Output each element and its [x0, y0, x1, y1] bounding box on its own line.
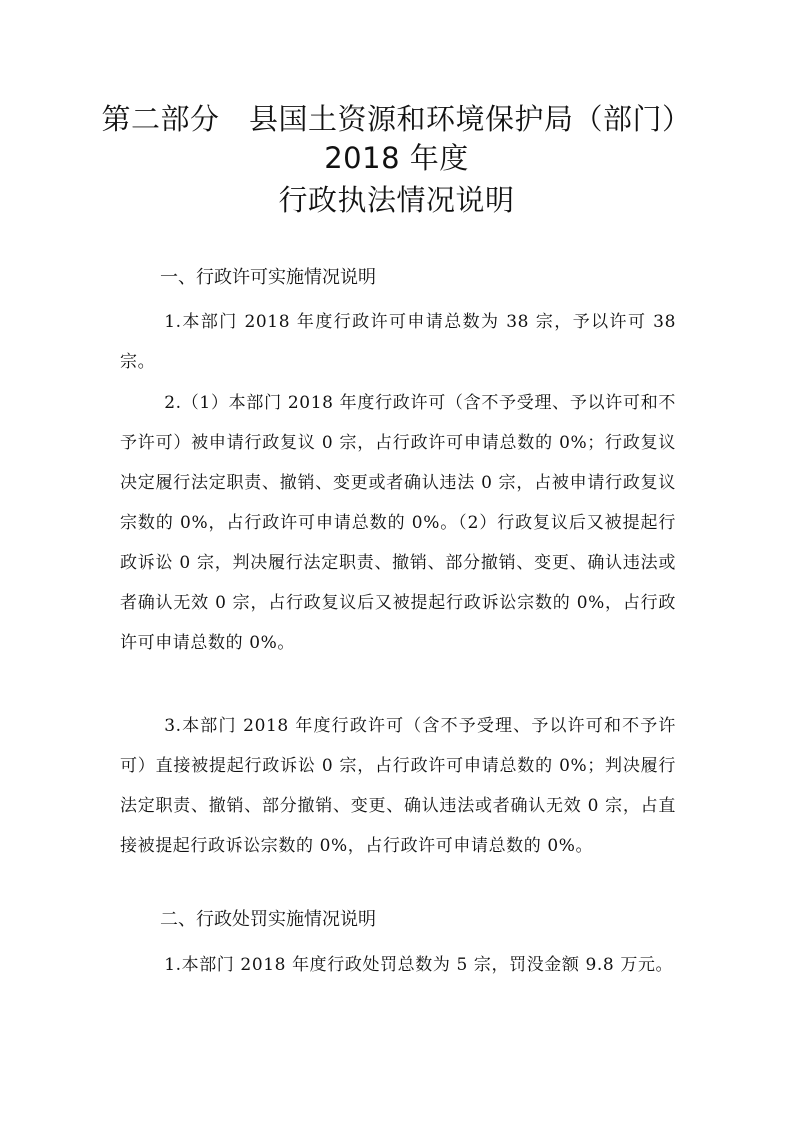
paragraph-license-review: 2.（1）本部门 2018 年度行政许可（含不予受理、予以许可和不予许可）被申请行政复议 0 宗，占行政许可申请总数的 0%；行政复议决定履行法定职责、撤销、变更或者确认违法 0 宗，占被申请行政复议宗数的 0%，占行政许可申请总数的 0%。（2）行政复议后又被提起行政诉讼 0 宗，判决履行法定职责、撤销、部分撤销、变更、确认违法或者确认无效 0 宗，占行政复议后又被提起行政诉讼宗数的 0%，占行政许可申请总数的 0%。 — [120, 393, 676, 653]
section-heading-penalty: 二、行政处罚实施情况说明 — [160, 909, 376, 930]
document-title: 第二部分 县国土资源和环境保护局（部门） — [101, 102, 692, 136]
document-subtitle: 行政执法情况说明 — [278, 183, 515, 217]
section-heading-license: 一、行政许可实施情况说明 — [160, 267, 376, 288]
paragraph-penalty-total: 1.本部门 2018 年度行政处罚总数为 5 宗，罚没金额 9.8 万元。 — [164, 955, 674, 975]
paragraph-license-litigation: 3.本部门 2018 年度行政许可（含不予受理、予以许可和不予许可）直接被提起行政诉讼 0 宗，占行政许可申请总数的 0%；判决履行法定职责、撤销、部分撤销、变更、确认违法或者确认无效 0 宗，占直接被提起行政诉讼宗数的 0%，占行政许可申请总数的 0%。 — [120, 716, 676, 856]
paragraph-license-total: 1.本部门 2018 年度行政许可申请总数为 38 宗，予以许可 38 宗。 — [120, 312, 676, 372]
document-title-year: 2018 年度 — [324, 141, 469, 175]
